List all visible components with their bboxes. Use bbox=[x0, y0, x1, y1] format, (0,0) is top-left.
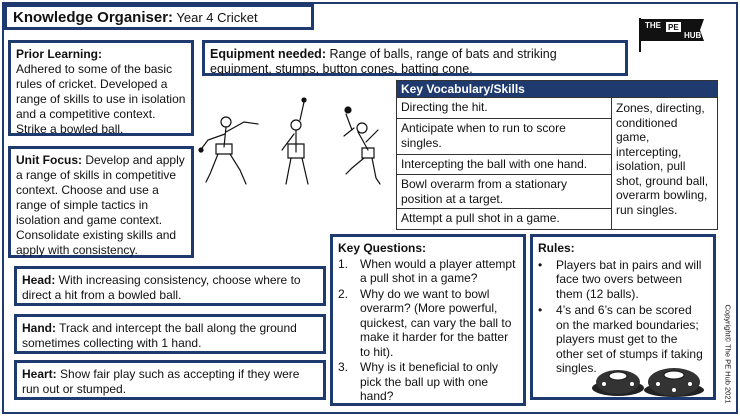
list-item: 1. When would a player attempt a pull shot in a game? bbox=[338, 256, 516, 285]
cone-icon bbox=[592, 370, 644, 396]
vocab-row: Bowl overarm from a stationary position at a target. bbox=[397, 174, 611, 208]
equipment-box: Equipment needed: Range of balls, range of bats and striking equipment, stumps, button cones, batting cone. bbox=[202, 40, 628, 76]
list-item: 2. Why do we want to bowl overarm? (More powerful, quickest, can vary the ball to make it harder for the batter to hit). bbox=[338, 286, 512, 359]
cone-icon bbox=[644, 368, 704, 397]
hand-box: Hand: Track and intercept the ball along the ground sometimes collecting with 1 hand. bbox=[14, 314, 326, 354]
head-box: Head: With increasing consistency, choose where to direct a hit from a bowled ball. bbox=[14, 266, 326, 306]
list-item: 3. Why is it beneficial to only pick the ball up with one hand? bbox=[338, 360, 499, 403]
vocab-row: Directing the hit. bbox=[397, 97, 611, 118]
svg-text:THE: THE bbox=[645, 21, 661, 30]
svg-text:PE: PE bbox=[668, 23, 679, 32]
vocab-row: Attempt a pull shot in a game. bbox=[397, 208, 611, 229]
key-vocabulary-table bbox=[396, 80, 718, 230]
vocab-keywords: Zones, directing, conditioned game, intercepting, isolation, pull shot, ground ball, overarm bowling, run singles. bbox=[611, 97, 717, 229]
key-questions-box: Key Questions: 1. When would a player attempt a pull shot in a game? 2. Why do we want to bowl overarm? (More powerful, quickest, can vary the ball to make it harder for the batter to hit). 3. Why is it beneficial to only pick the ball up with one hand? bbox=[330, 234, 526, 406]
svg-text:HUB: HUB bbox=[684, 31, 702, 40]
copyright-notice: Copyright© The PE Hub 2021 bbox=[723, 304, 733, 404]
fielder-figure bbox=[199, 117, 258, 184]
pe-hub-logo bbox=[636, 14, 708, 54]
button-cones-illustration bbox=[590, 354, 710, 398]
vocab-row: Intercepting the ball with one hand. bbox=[397, 154, 611, 174]
cricket-players-illustration bbox=[196, 92, 394, 192]
list-item: • 4’s and 6’s can be scored on the marked boundaries; players must get to the other set of stumps if taking singles. bbox=[538, 303, 703, 375]
rules-box: Rules: • Players bat in pairs and will face two overs between them (12 balls). • 4’s and 6’s can be scored on the marked boundaries; players must get to the other set of stumps if taking singles. bbox=[530, 234, 716, 400]
bowler-figure bbox=[282, 98, 308, 184]
batter-figure bbox=[344, 107, 380, 184]
vocab-header: Key Vocabulary/Skills bbox=[397, 81, 717, 97]
page-title: Knowledge Organiser: Year 4 Cricket bbox=[4, 4, 314, 30]
unit-focus-box: Unit Focus: Develop and apply a range of skills in competitive context. Choose and use a range of simple tactics in isolation and game context. Consolidate existing skills and apply with consistency. bbox=[8, 146, 194, 258]
prior-learning-box: Prior Learning: Adhered to some of the basic rules of cricket. Developed a range of skills to use in isolation and a competitive context. Strike a bowled ball. bbox=[8, 40, 194, 136]
list-item: • Players bat in pairs and will face two overs between them (12 balls). bbox=[538, 257, 702, 301]
heart-box: Heart: Show fair play such as accepting if they were run out or stumped. bbox=[14, 360, 326, 400]
vocab-row: Anticipate when to run to score singles. bbox=[397, 118, 611, 154]
